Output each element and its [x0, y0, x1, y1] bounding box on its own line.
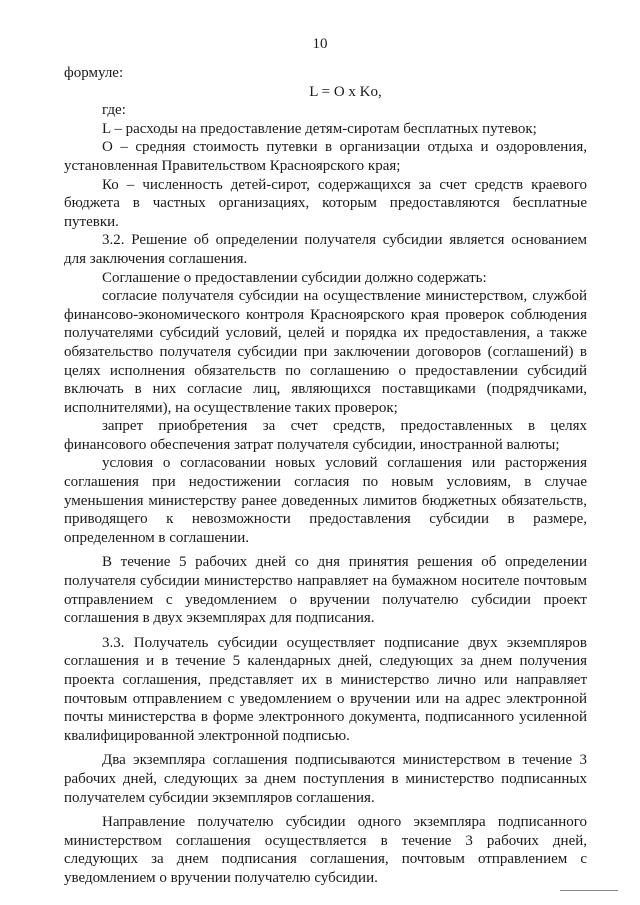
paragraph-definition-ko: Ко – численность детей-сирот, содержащихся за счет средств краевого бюджета в частных организациях, которым предоставляются бесплатные путевки. — [64, 176, 587, 230]
paragraph-definition-o: О – средняя стоимость путевки в организации отдыха и оздоровления, установленная Правительством Красноярского края; — [64, 139, 587, 174]
paragraph-3-3: 3.3. Получатель субсидии осуществляет подписание двух экземпляров соглашения и в течение 5 календарных дней, следующих за днем получения проекта соглашения, представляет их в министерство лично или направляет почтовым отправлением с уведомлением о вручении или на адрес электронной почты министерства в форме электронного документа, подписанного усиленной квалифицированной электронной подписью. — [64, 634, 587, 744]
paragraph-five-days: В течение 5 рабочих дней со дня принятия решения об определении получателя субсидии министерство направляет на бумажном носителе почтовым отправлением с уведомлением о вручении получателю субсидии проект соглашения в двух экземплярах для подписания. — [64, 554, 587, 627]
scan-edge-line — [560, 890, 618, 891]
document-body — [64, 64, 587, 888]
paragraph-where: где: — [102, 102, 126, 119]
paragraph-two-copies: Два экземпляра соглашения подписываются министерством в течение 3 рабочих дней, следующих за днем поступления в министерство подписанных получателем субсидии экземпляров соглашения. — [64, 752, 587, 806]
paragraph-3-2: 3.2. Решение об определении получателя субсидии является основанием для заключения соглашения. — [64, 232, 587, 267]
paragraph-sending-copy: Направление получателю субсидии одного экземпляра подписанного министерством соглашения осуществляется в течение 3 рабочих дней, следующих за днем подписания соглашения, почтовым отправлением с уведомлением о вручении получателю субсидии. — [64, 814, 587, 886]
paragraph-formula-intro: формуле: — [64, 65, 124, 81]
formula: L = O x Ko, — [309, 83, 382, 100]
paragraph-consent-checks: согласие получателя субсидии на осуществление министерством, службой финансово-экономического контроля Красноярского края проверок соблюдения получателями субсидий условий, целей и порядка их предоставления, а также обязательство получателя субсидии при заключении договоров (соглашений) в целях исполнения обязательств по соглашению о предоставлении субсидий включать в них согласие лиц, являющихся поставщиками (подрядчиками, исполнителями), на осуществление таких проверок; — [64, 288, 587, 416]
paragraph-new-conditions: условия о согласовании новых условий соглашения или расторжения соглашения при недостижении согласия по новым условиям, в случае уменьшения министерству ранее доведенных лимитов бюджетных обязательств, приводящего к невозможности предоставления субсидии в размере, определенном в соглашении. — [64, 455, 587, 546]
paragraph-agreement-contents: Соглашение о предоставлении субсидии должно содержать: — [102, 269, 487, 286]
page-number: 10 — [312, 36, 328, 52]
paragraph-currency-ban: запрет приобретения за счет средств, предоставленных в целях финансового обеспечения затрат получателя субсидии, иностранной валюты; — [64, 418, 587, 453]
paragraph-definition-l: L – расходы на предоставление детям-сиротам бесплатных путевок; — [102, 120, 537, 137]
